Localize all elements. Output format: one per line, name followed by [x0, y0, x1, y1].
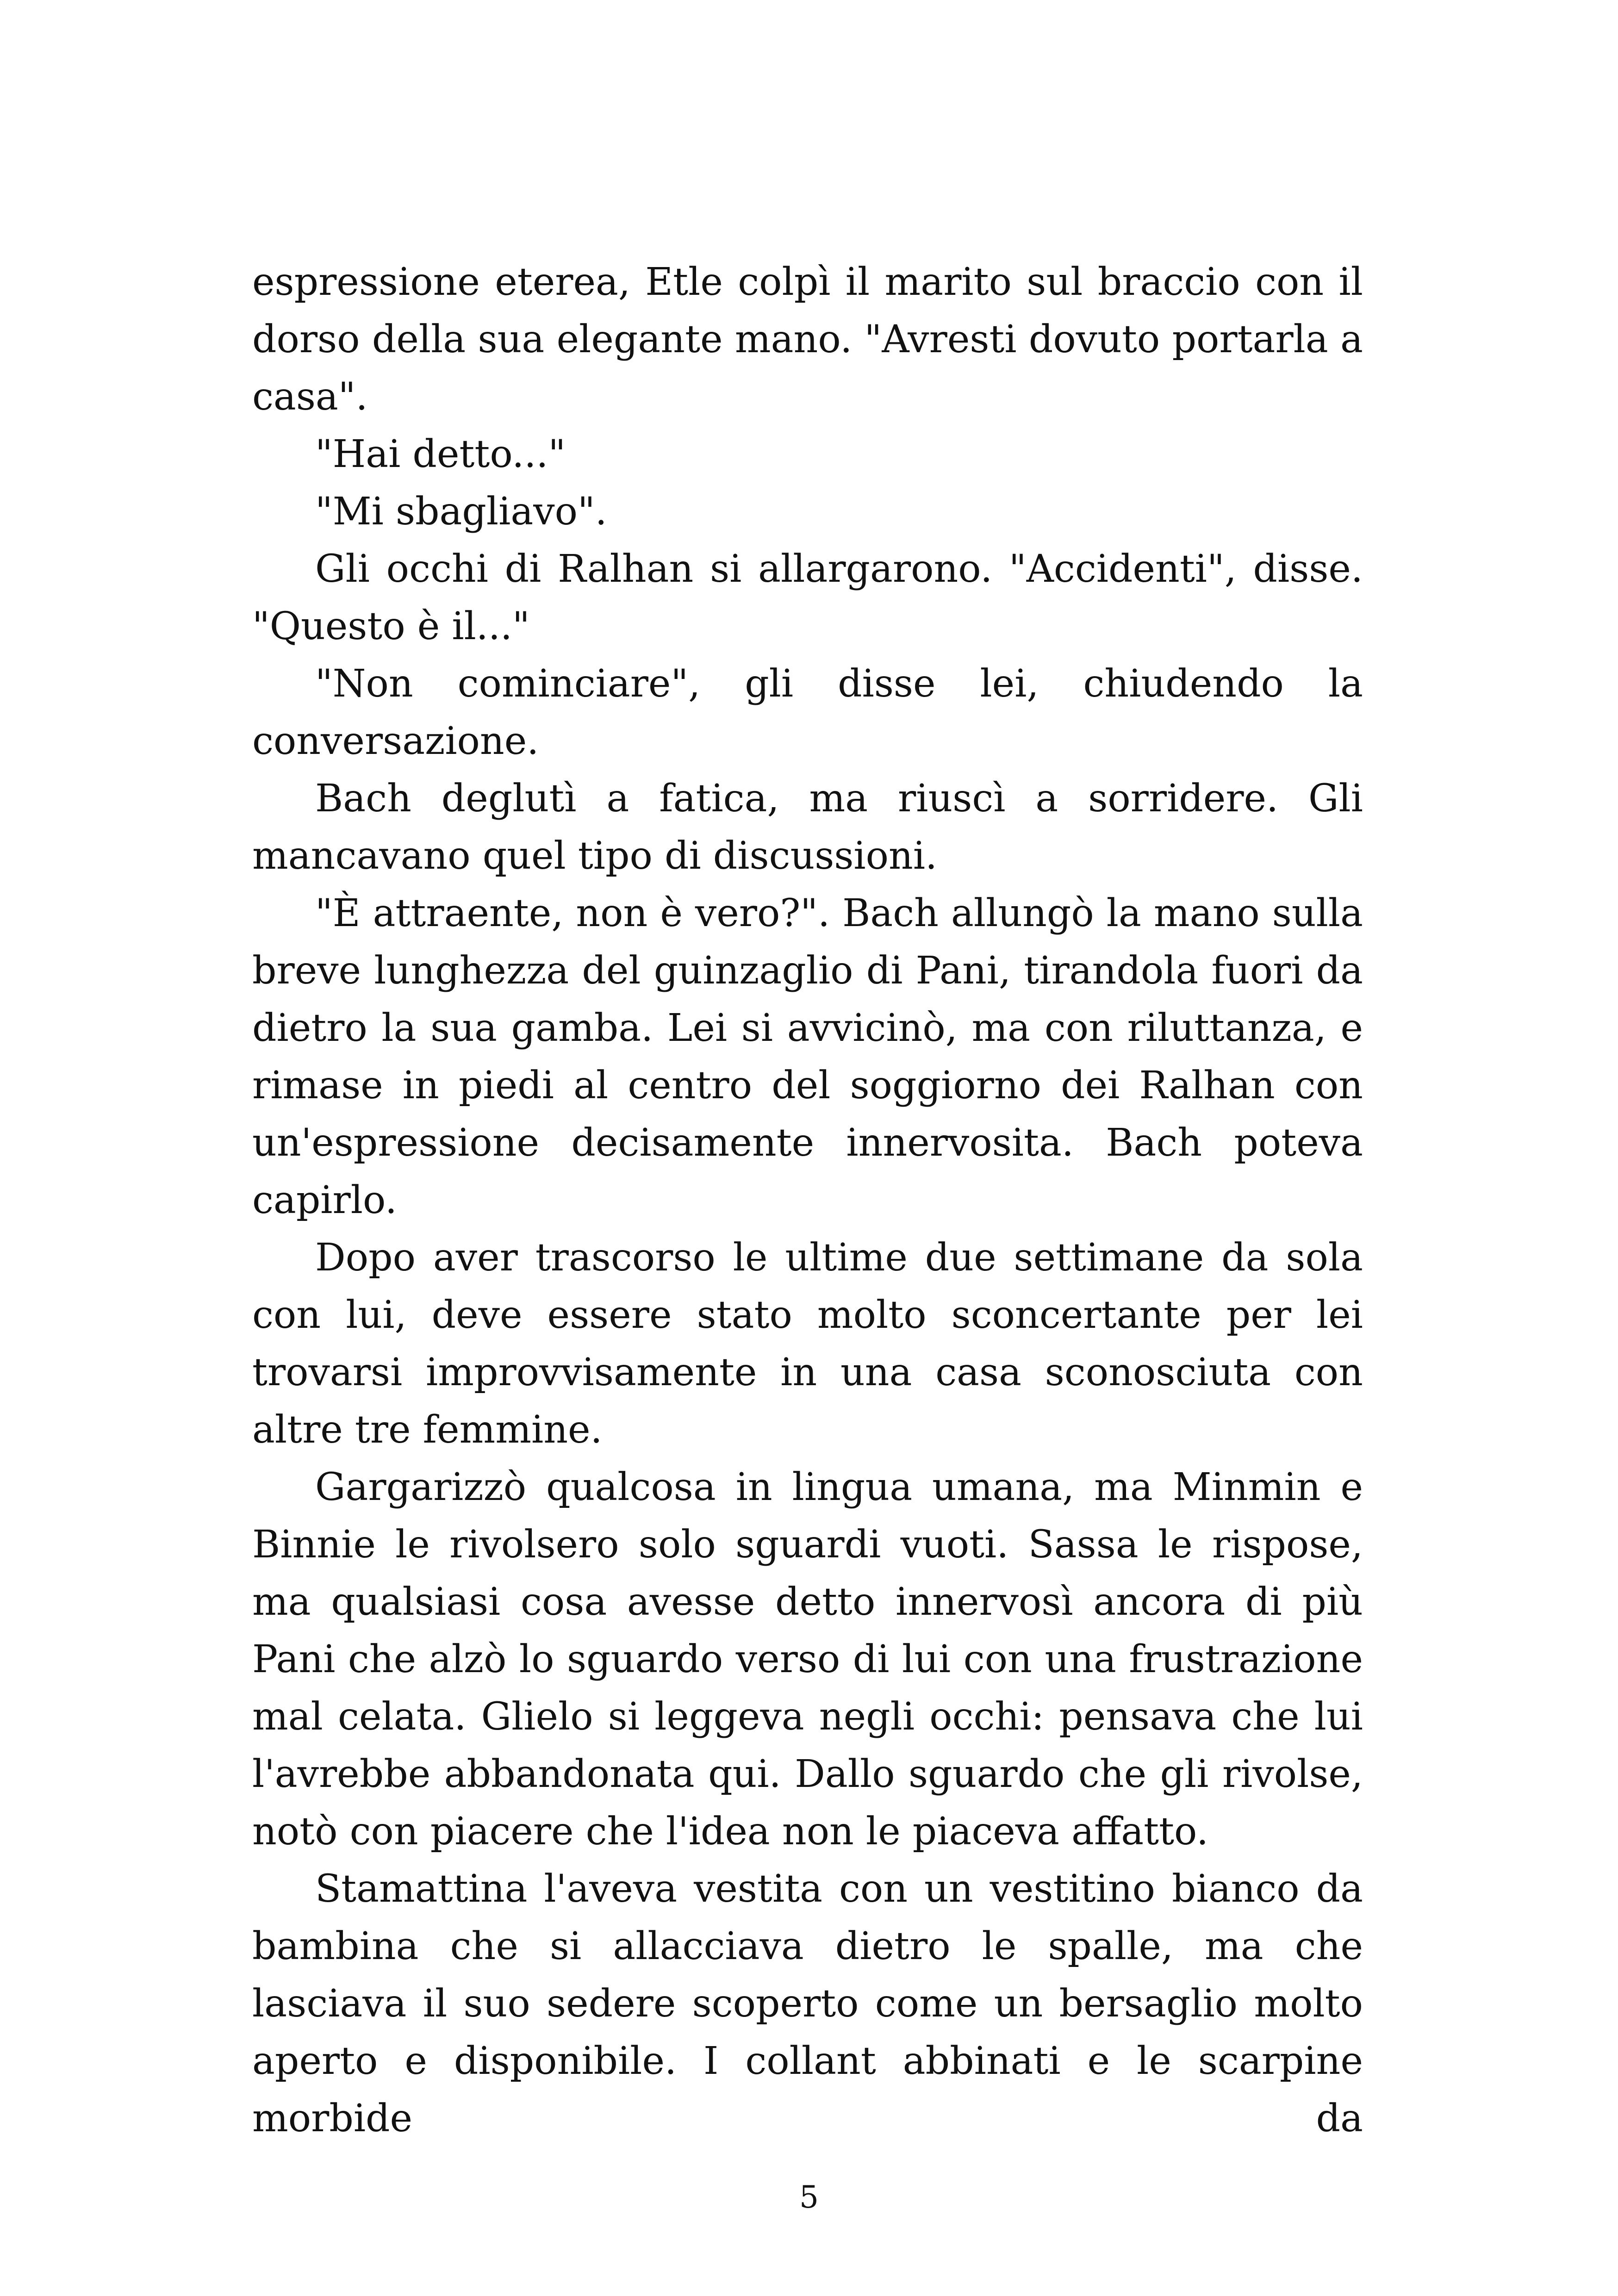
paragraph: Stamattina l'aveva vestita con un vestitino bianco da bambina che si allacciava dietro le spalle, ma che lasciava il suo sedere scoperto come un bersaglio molto aperto e disponibile. I collant abbinati e le scarpine morbide da	[252, 1867, 1363, 2140]
paragraph: Bach deglutì a fatica, ma riuscì a sorridere. Gli mancavano quel tipo di discussioni.	[252, 777, 1363, 878]
page-body-text	[252, 254, 1363, 2147]
paragraph: Gli occhi di Ralhan si allargarono. "Accidenti", disse. "Questo è il..."	[252, 547, 1363, 648]
paragraph: Gargarizzò qualcosa in lingua umana, ma Minmin e Binnie le rivolsero solo sguardi vuoti. Sassa le rispose, ma qualsiasi cosa avesse detto innervosì ancora di più Pani che alzò lo sguardo verso di lui con una frustrazione mal celata. Glielo si leggeva negli occhi: pensava che lui l'avrebbe abbandonata qui. Dallo sguardo che gli rivolse, notò con piacere che l'idea non le piaceva affatto.	[252, 1465, 1363, 1854]
paragraph: "Hai detto..."	[315, 432, 566, 476]
paragraph: espressione eterea, Etle colpì il marito sul braccio con il dorso della sua elegante mano. "Avresti dovuto portarla a casa".	[252, 260, 1363, 419]
paragraph: Dopo aver trascorso le ultime due settimane da sola con lui, deve essere stato molto sconcertante per lei trovarsi improvvisamente in una casa sconosciuta con altre tre femmine.	[252, 1236, 1363, 1452]
paragraph: "Mi sbagliavo".	[315, 490, 607, 534]
paragraph: "È attraente, non è vero?". Bach allungò la mano sulla breve lunghezza del guinzaglio di Pani, tirandola fuori da dietro la sua gamba. Lei si avvicinò, ma con riluttanza, e rimase in piedi al centro del soggiorno dei Ralhan con un'espressione decisamente innervosita. Bach poteva capirlo.	[252, 891, 1363, 1222]
paragraph: "Non cominciare", gli disse lei, chiudendo la conversazione.	[252, 662, 1363, 763]
page-number: 5	[799, 2179, 819, 2215]
